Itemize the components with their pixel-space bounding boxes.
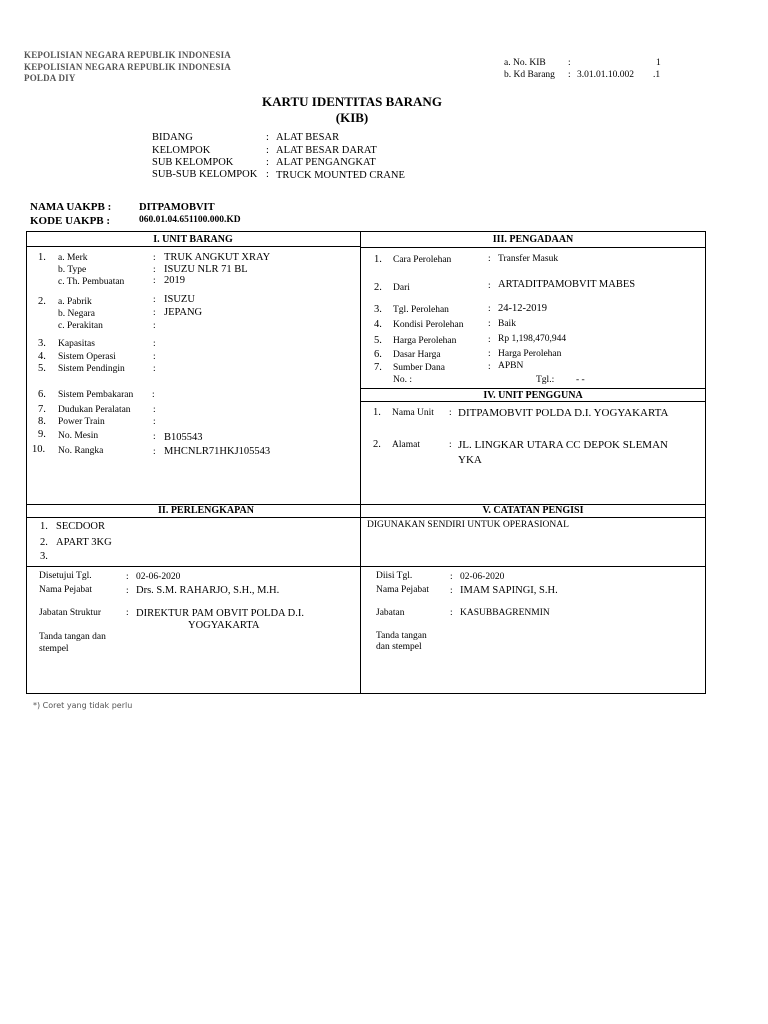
filler-ttd-line-2: dan stempel xyxy=(376,642,422,652)
merk-colon: : xyxy=(153,253,156,263)
kondisi-perolehan-colon: : xyxy=(488,319,491,329)
section-unit-barang-header: I. UNIT BARANG xyxy=(153,234,233,245)
th-pembuatan-value: 2019 xyxy=(164,275,185,286)
th-pembuatan-colon: : xyxy=(153,276,156,286)
dari-colon: : xyxy=(488,281,491,291)
kapasitas-label: Kapasitas xyxy=(58,339,95,349)
disetujui-tgl-label: Disetujui Tgl. xyxy=(39,571,92,581)
pengadaan-7-number: 7. xyxy=(374,362,382,373)
bidang-colon: : xyxy=(266,132,269,143)
no-rangka-colon: : xyxy=(153,447,156,457)
harga-perolehan-colon: : xyxy=(488,335,491,345)
sistem-pembakaran-colon: : xyxy=(152,390,155,400)
alamat-value-line-2: YKA xyxy=(458,454,482,466)
alamat-value-line-1: JL. LINGKAR UTARA CC DEPOK SLEMAN xyxy=(458,439,668,451)
pabrik-label: a. Pabrik xyxy=(58,297,92,307)
kode-uakpb-label: KODE UAKPB : xyxy=(30,215,111,227)
th-pembuatan-label: c. Th. Pembuatan xyxy=(58,277,125,287)
kib-no-label: a. No. KIB xyxy=(504,58,546,68)
perakitan-colon: : xyxy=(153,321,156,331)
no-mesin-colon: : xyxy=(153,432,156,442)
sistem-pendingin-label: Sistem Pendingin xyxy=(58,364,125,374)
merk-label: a. Merk xyxy=(58,253,88,263)
no-rangka-value: MHCNLR71HKJ105543 xyxy=(164,446,271,457)
alamat-colon: : xyxy=(449,440,452,450)
cara-perolehan-colon: : xyxy=(488,254,491,264)
cara-perolehan-label: Cara Perolehan xyxy=(393,255,452,265)
cara-perolehan-value: Transfer Masuk xyxy=(498,254,559,264)
nama-unit-colon: : xyxy=(449,408,452,418)
sumber-dana-tgl-value: - - xyxy=(576,375,585,385)
sub-kelompok-value: ALAT PENGANGKAT xyxy=(276,157,376,168)
sumber-dana-value: APBN xyxy=(498,361,524,371)
pengadaan-1-number: 1. xyxy=(374,254,382,265)
no-rangka-label: No. Rangka xyxy=(58,446,104,456)
org-line-2: KEPOLISIAN NEGARA REPUBLIK INDONESIA xyxy=(24,62,231,72)
power-train-colon: : xyxy=(153,417,156,427)
sub-sub-kelompok-value: TRUCK MOUNTED CRANE xyxy=(276,170,405,181)
type-label: b. Type xyxy=(58,265,87,275)
harga-perolehan-value: Rp 1,198,470,944 xyxy=(498,334,567,344)
harga-perolehan-label: Harga Perolehan xyxy=(393,336,457,346)
no-mesin-label: No. Mesin xyxy=(58,431,99,441)
bidang-label: BIDANG xyxy=(152,132,193,143)
dari-label: Dari xyxy=(393,283,410,293)
approval-pejabat-label: Nama Pejabat xyxy=(39,585,93,595)
dasar-harga-colon: : xyxy=(488,349,491,359)
approval-pejabat-colon: : xyxy=(126,586,129,596)
pengadaan-3-number: 3. xyxy=(374,304,382,315)
pengadaan-6-number: 6. xyxy=(374,349,382,360)
tgl-perolehan-colon: : xyxy=(488,304,491,314)
kd-barang-value: 3.01.01.10.002 xyxy=(577,70,634,80)
diisi-tgl-value: 02-06-2020 xyxy=(460,572,505,582)
filler-ttd-line-1: Tanda tangan xyxy=(376,631,427,641)
kib-no-value: 1 xyxy=(656,58,661,68)
filler-pejabat-label: Nama Pejabat xyxy=(376,585,430,595)
kelompok-value: ALAT BESAR DARAT xyxy=(276,145,377,156)
sumber-dana-tgl-label: Tgl.: xyxy=(536,375,555,385)
disetujui-tgl-colon: : xyxy=(126,572,129,582)
sistem-operasi-colon: : xyxy=(153,352,156,362)
kd-barang-colon: : xyxy=(568,70,571,80)
perakitan-label: c. Perakitan xyxy=(58,321,103,331)
pengguna-2-number: 2. xyxy=(373,439,381,450)
jabatan-struktur-value-line-1: DIREKTUR PAM OBVIT POLDA D.I. xyxy=(136,608,305,619)
diisi-tgl-colon: : xyxy=(450,572,453,582)
nama-unit-value: DITPAMOBVIT POLDA D.I. YOGYAKARTA xyxy=(458,407,669,419)
type-colon: : xyxy=(153,265,156,275)
jabatan-struktur-value-line-2: YOGYAKARTA xyxy=(188,620,260,631)
item-10-number: 10. xyxy=(32,444,46,455)
sumber-dana-no-label: No. : xyxy=(393,375,412,385)
section-pengadaan-header: III. PENGADAAN xyxy=(492,234,574,245)
item-8-number: 8. xyxy=(38,416,46,427)
sistem-pendingin-colon: : xyxy=(153,364,156,374)
sub-kelompok-label: SUB KELOMPOK xyxy=(152,157,234,168)
dari-value: ARTADITPAMOBVIT MABES xyxy=(498,279,636,290)
dasar-harga-value: Harga Perolehan xyxy=(498,349,562,359)
sumber-dana-colon: : xyxy=(488,362,491,372)
item-5-number: 5. xyxy=(38,363,46,374)
item-6-number: 6. xyxy=(38,389,46,400)
filler-jabatan-label: Jabatan xyxy=(376,608,405,618)
catatan-pengisi-note: DIGUNAKAN SENDIRI UNTUK OPERASIONAL xyxy=(367,520,569,530)
filler-jabatan-colon: : xyxy=(450,608,453,618)
negara-value: JEPANG xyxy=(164,307,203,318)
perlengkapan-1-number: 1. xyxy=(40,521,48,532)
negara-label: b. Negara xyxy=(58,309,95,319)
document-title: KARTU IDENTITAS BARANG xyxy=(262,94,442,109)
kib-no-colon: : xyxy=(568,58,571,68)
alamat-label: Alamat xyxy=(392,440,420,450)
kelompok-colon: : xyxy=(266,145,269,156)
pengguna-1-number: 1. xyxy=(373,407,381,418)
item-1-number: 1. xyxy=(38,252,46,263)
perlengkapan-3-number: 3. xyxy=(40,551,48,562)
perlengkapan-1-text: SECDOOR xyxy=(56,521,106,532)
tgl-perolehan-label: Tgl. Perolehan xyxy=(393,305,449,315)
pabrik-colon: : xyxy=(153,295,156,305)
nama-uakpb-value: DITPAMOBVIT xyxy=(139,202,215,213)
footnote: *) Coret yang tidak perlu xyxy=(33,701,133,710)
sumber-dana-label: Sumber Dana xyxy=(393,363,445,373)
approval-ttd-line-1: Tanda tangan dan xyxy=(39,632,106,642)
merk-value: TRUK ANGKUT XRAY xyxy=(164,252,271,263)
section-unit-pengguna-header: IV. UNIT PENGGUNA xyxy=(483,390,583,401)
kode-uakpb-value: 060.01.04.651100.000.KD xyxy=(139,215,241,225)
kd-barang-label: b. Kd Barang xyxy=(504,70,555,80)
sistem-operasi-label: Sistem Operasi xyxy=(58,352,116,362)
dudukan-peralatan-colon: : xyxy=(153,405,156,415)
jabatan-struktur-label: Jabatan Struktur xyxy=(39,608,102,618)
negara-colon: : xyxy=(153,308,156,318)
section-catatan-pengisi-header: V. CATATAN PENGISI xyxy=(482,505,584,516)
nama-uakpb-label: NAMA UAKPB : xyxy=(30,201,112,213)
sistem-pembakaran-label: Sistem Pembakaran xyxy=(58,390,134,400)
approval-pejabat-value: Drs. S.M. RAHARJO, S.H., M.H. xyxy=(136,585,280,596)
sub-sub-kelompok-colon: : xyxy=(266,169,269,180)
kondisi-perolehan-label: Kondisi Perolehan xyxy=(393,320,464,330)
item-9-number: 9. xyxy=(38,429,46,440)
approval-ttd-line-2: stempel xyxy=(39,644,69,654)
disetujui-tgl-value: 02-06-2020 xyxy=(136,572,181,582)
dasar-harga-label: Dasar Harga xyxy=(393,350,441,360)
org-line-1: KEPOLISIAN NEGARA REPUBLIK INDONESIA xyxy=(24,50,231,60)
tgl-perolehan-value: 24-12-2019 xyxy=(498,303,547,314)
perlengkapan-2-number: 2. xyxy=(40,537,48,548)
nama-unit-label: Nama Unit xyxy=(392,408,434,418)
kd-barang-suffix: .1 xyxy=(653,70,661,80)
filler-jabatan-value: KASUBBAGRENMIN xyxy=(460,608,550,618)
kapasitas-colon: : xyxy=(153,339,156,349)
document-subtitle: (KIB) xyxy=(335,110,369,125)
filler-pejabat-colon: : xyxy=(450,586,453,596)
pabrik-value: ISUZU xyxy=(164,294,195,305)
kelompok-label: KELOMPOK xyxy=(152,145,211,156)
pengadaan-5-number: 5. xyxy=(374,335,382,346)
section-perlengkapan-header: II. PERLENGKAPAN xyxy=(158,505,254,516)
bidang-value: ALAT BESAR xyxy=(276,132,340,143)
jabatan-struktur-colon: : xyxy=(126,608,129,618)
diisi-tgl-label: Diisi Tgl. xyxy=(376,571,413,581)
item-4-number: 4. xyxy=(38,351,46,362)
perlengkapan-2-text: APART 3KG xyxy=(56,537,112,548)
power-train-label: Power Train xyxy=(58,417,105,427)
dudukan-peralatan-label: Dudukan Peralatan xyxy=(58,405,131,415)
org-line-3: POLDA DIY xyxy=(24,73,76,83)
item-3-number: 3. xyxy=(38,338,46,349)
type-value: ISUZU NLR 71 BL xyxy=(164,264,248,275)
filler-pejabat-value: IMAM SAPINGI, S.H. xyxy=(460,585,558,596)
item-2-number: 2. xyxy=(38,296,46,307)
pengadaan-2-number: 2. xyxy=(374,282,382,293)
sub-sub-kelompok-label: SUB-SUB KELOMPOK xyxy=(152,169,258,180)
no-mesin-value: B105543 xyxy=(164,432,203,443)
sub-kelompok-colon: : xyxy=(266,157,269,168)
pengadaan-4-number: 4. xyxy=(374,319,382,330)
item-7-number: 7. xyxy=(38,404,46,415)
kondisi-perolehan-value: Baik xyxy=(498,319,516,329)
